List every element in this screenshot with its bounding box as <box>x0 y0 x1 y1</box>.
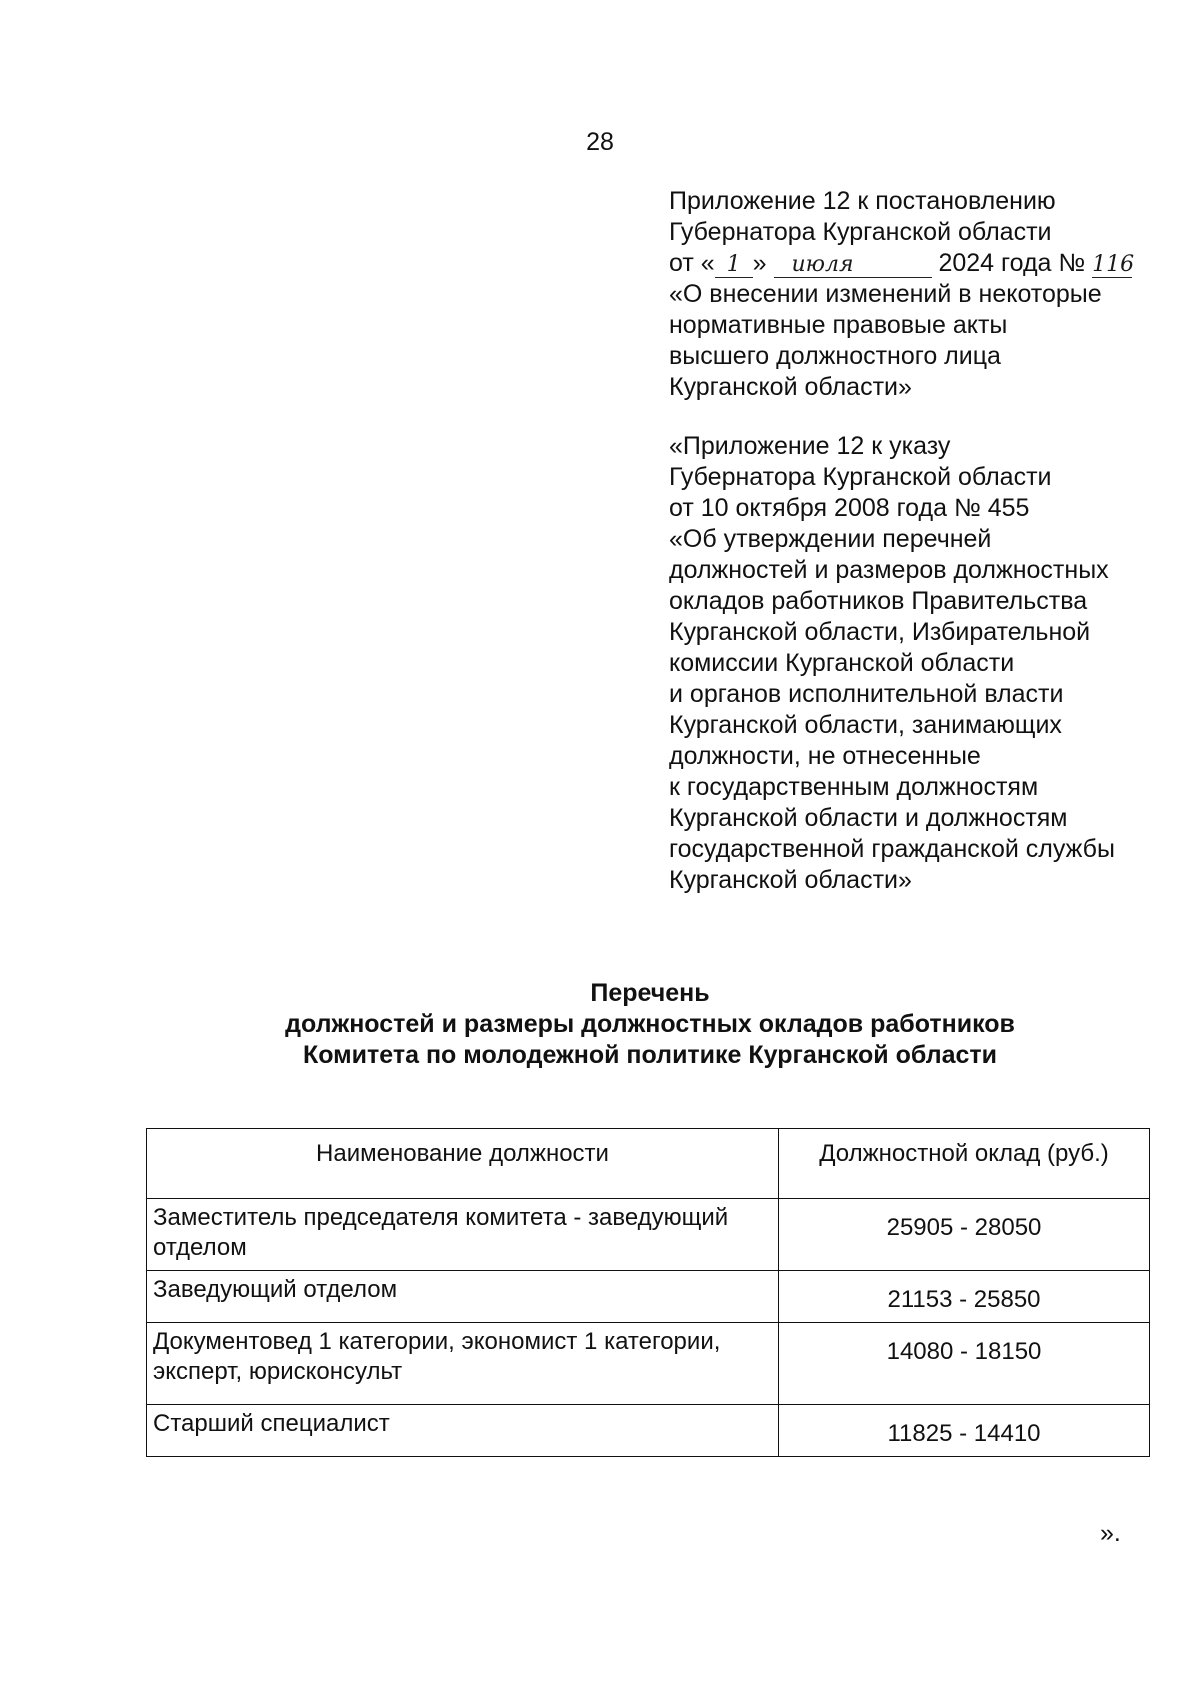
decree-line: Курганской области и должностям <box>669 804 1068 832</box>
date-prefix: от « <box>669 249 715 277</box>
appendix-line: Губернатора Курганской области <box>669 218 1052 246</box>
decree-line: комиссии Курганской области <box>669 649 1015 677</box>
decree-line: Губернатора Курганской области <box>669 463 1052 491</box>
position-cell: Старший специалист <box>147 1405 779 1457</box>
salary-cell: 21153 - 25850 <box>779 1271 1150 1323</box>
positions-table <box>146 1128 1150 1457</box>
decree-line: «Приложение 12 к указу <box>669 432 951 460</box>
handwritten-number: 116 <box>1092 252 1135 277</box>
table-row <box>147 1323 1150 1405</box>
decree-line: и органов исполнительной власти <box>669 680 1064 708</box>
position-cell: Документовед 1 категории, экономист 1 категории, эксперт, юрисконсульт <box>147 1323 779 1405</box>
decree-line: от 10 октября 2008 года № 455 <box>669 494 1030 522</box>
appendix-date-line <box>669 248 1169 279</box>
table-row <box>147 1271 1150 1323</box>
closing-quote: ». <box>1100 1519 1121 1547</box>
date-mid: » <box>752 249 767 277</box>
column-header-position: Наименование должности <box>147 1129 779 1199</box>
list-title-line: Перечень <box>590 979 710 1007</box>
decree-block <box>669 431 1169 896</box>
page-number: 28 <box>586 128 614 156</box>
decree-line: окладов работников Правительства <box>669 587 1088 615</box>
table-header-row <box>147 1129 1150 1199</box>
decree-line: к государственным должностям <box>669 773 1039 801</box>
appendix-line: Приложение 12 к постановлению <box>669 187 1056 215</box>
decree-line: государственной гражданской службы <box>669 835 1115 863</box>
salary-cell: 25905 - 28050 <box>779 1199 1150 1271</box>
table-row <box>147 1199 1150 1271</box>
table-row <box>147 1405 1150 1457</box>
position-cell: Заместитель председателя комитета - заведующий отделом <box>147 1199 779 1271</box>
list-title-line: должностей и размеры должностных окладов работников <box>285 1010 1015 1038</box>
decree-line: Курганской области, Избирательной <box>669 618 1091 646</box>
decree-line: должностей и размеров должностных <box>669 556 1109 584</box>
decree-line: «Об утверждении перечней <box>669 525 992 553</box>
decree-line: Курганской области» <box>669 866 912 894</box>
appendix-title-line: высшего должностного лица <box>669 342 1001 370</box>
handwritten-month: июля <box>774 253 932 278</box>
column-header-salary: Должностной оклад (руб.) <box>779 1129 1150 1199</box>
position-cell: Заведующий отделом <box>147 1271 779 1323</box>
date-year: 2024 года № <box>938 249 1086 277</box>
list-title-line: Комитета по молодежной политике Курганской области <box>302 1041 997 1069</box>
decree-line: должности, не отнесенные <box>669 742 981 770</box>
appendix-title-line: нормативные правовые акты <box>669 311 1008 339</box>
salary-cell: 14080 - 18150 <box>779 1323 1150 1405</box>
appendix-block <box>669 186 1169 403</box>
list-title <box>0 978 1200 1071</box>
appendix-title-line: «О внесении изменений в некоторые <box>669 280 1102 308</box>
decree-line: Курганской области, занимающих <box>669 711 1062 739</box>
salary-cell: 11825 - 14410 <box>779 1405 1150 1457</box>
handwritten-day: 1 <box>715 253 753 278</box>
appendix-title-line: Курганской области» <box>669 373 912 401</box>
